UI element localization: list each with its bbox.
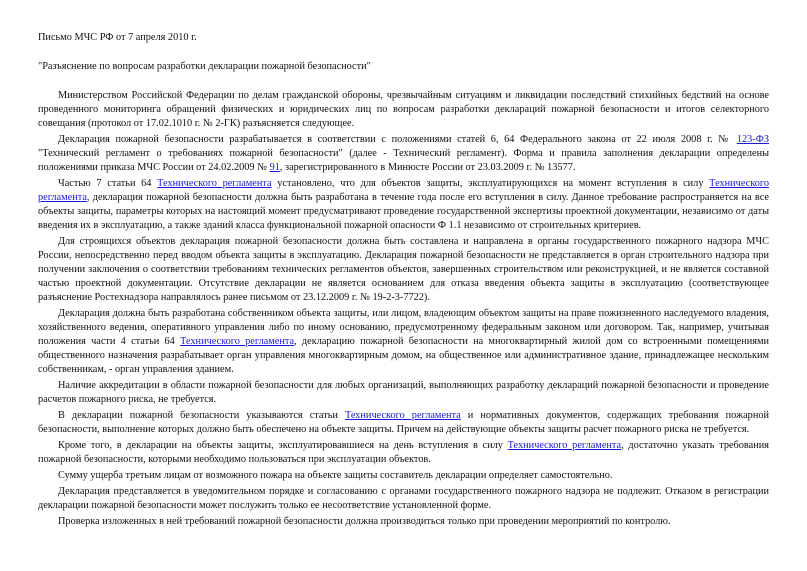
paragraph: [38, 379, 769, 407]
paragraph-text: Декларация пожарной безопасности разрабатывается в соответствии с положениями статей 6, 64 Федерального закона от 22 июля 2008 г. №: [58, 134, 737, 145]
paragraph-text: Частью 7 статьи 64: [58, 178, 158, 189]
document-link[interactable]: Технического регламента: [507, 440, 622, 451]
document-link[interactable]: Технического регламента: [157, 178, 272, 189]
paragraph-text: Для строящихся объектов декларация пожарной безопасности должна быть составлена и направлена в органы государственного пожарного надзора МЧС России, непосредственно перед вводом объекта защиты в эксплуатацию. Декларация пожарной безопасности не представляется в орган строительного надзора при получении заключения о соответствии требованиям технических регламентов объектов, завершенных строительством или реконструкцией, и не является составной частью проектной документации. Отсутствие декларации не является основанием для отказа введения объекта защиты в эксплуатацию (соответствующее разъяснение Ростехнадзора направлялось ранее письмом от 23.12.2009 г. № 19-2-3-7722).: [38, 236, 769, 303]
paragraph: [38, 409, 769, 437]
document-link[interactable]: Технического регламента: [38, 178, 769, 203]
document-link[interactable]: 123-ФЗ: [736, 134, 769, 145]
document-link[interactable]: Технического регламента: [180, 336, 295, 347]
paragraph-text: Сумму ущерба третьим лицам от возможного пожара на объекте защиты составитель декларации определяет самостоятельно.: [58, 470, 613, 481]
paragraph-text: , декларацию пожарной безопасности на многоквартирный жилой дом со встроенными помещениями общественного назначения разрабатывает орган управления многоквартирным домом, на общественное или административное здание, принадлежащее нескольким собственникам, - орган управления зданием.: [38, 336, 769, 375]
paragraph-text: установлено, что для объектов защиты, эксплуатирующихся на момент вступления в силу: [271, 178, 710, 189]
paragraph-text: , декларация пожарной безопасности должна быть разработана в течение года после его вступления в силу. Данное требование распространяется на все объекты защиты, параметры которых на настоящий момент предусматривают проведение государственной экспертизы проектной документации, независимо от даты введения их в эксплуатацию, а также зданий класса функциональной пожарной опасности Ф 1.1 независимо от строительных критериев.: [38, 192, 769, 231]
paragraph: [38, 515, 769, 529]
document-subtitle: "Разъяснение по вопросам разработки декларации пожарной безопасности": [38, 61, 371, 72]
paragraph-text: Кроме того, в декларации на объекты защиты, эксплуатировавшиеся на день вступления в силу: [58, 440, 508, 451]
document-link[interactable]: Технического регламента: [344, 410, 461, 421]
paragraph-text: Наличие аккредитации в области пожарной безопасности для любых организаций, выполняющих разработку деклараций пожарной безопасности и проведение расчетов пожарного риска, не требуется.: [38, 380, 769, 405]
paragraph: [38, 307, 769, 377]
document-link[interactable]: 91: [269, 162, 280, 173]
paragraph-text: Декларация представляется в уведомительном порядке и согласованию с органами государственного пожарного надзора не подлежит. Отказом в регистрации декларации пожарной безопасности может послужить только ее несоответствие установленной форме.: [38, 486, 769, 511]
paragraph-text: Министерством Российской Федерации по делам гражданской обороны, чрезвычайным ситуациям и ликвидации последствий стихийных бедствий на основе проведенного мониторинга обращений физических и юридических лиц по вопросам разработки деклараций пожарной безопасности и итогов селекторного совещания (протокол от 17.02.1010 г. № 2-ГК) разъясняется следующее.: [38, 90, 769, 129]
paragraph: [38, 177, 769, 233]
paragraph: [38, 469, 769, 483]
paragraph-text: , зарегистрированного в Минюсте России от 23.03.2009 г. № 13577.: [279, 162, 576, 173]
paragraph: [38, 485, 769, 513]
paragraph-text: Декларация должна быть разработана собственником объекта защиты, или лицом, владеющим объектом защиты на праве пожизненного наследуемого владения, хозяйственного ведения, оперативного управления либо по иному основанию, предусмотренному федеральным законом или договором. Так, например, учитывая положения части 4 статьи 64: [38, 308, 769, 347]
document-title: Письмо МЧС РФ от 7 апреля 2010 г.: [38, 32, 197, 43]
paragraph: [38, 89, 769, 131]
paragraph-text: В декларации пожарной безопасности указываются статьи: [58, 410, 345, 421]
paragraph: [38, 235, 769, 305]
document-body: [38, 89, 769, 529]
paragraph-text: Проверка изложенных в ней требований пожарной безопасности должна производиться только при проведении мероприятий по контролю.: [58, 516, 671, 527]
paragraph: [38, 439, 769, 467]
paragraph-text: "Технический регламент о требованиях пожарной безопасности" (далее - Технический регламент). Форма и правила заполнения декларации определены положениями приказа МЧС России от 24.02.2009 №: [38, 148, 769, 173]
paragraph: [38, 133, 769, 175]
paragraph-text: , достаточно указать требования пожарной безопасности, которыми необходимо пользоваться при эксплуатации объектов.: [38, 440, 769, 465]
paragraph-text: и нормативных документов, содержащих требования пожарной безопасности, выполнение которых должно быть обеспечено на объекте защиты. Причем на действующие объекты защиты расчет пожарного риска не требуется.: [38, 410, 769, 435]
